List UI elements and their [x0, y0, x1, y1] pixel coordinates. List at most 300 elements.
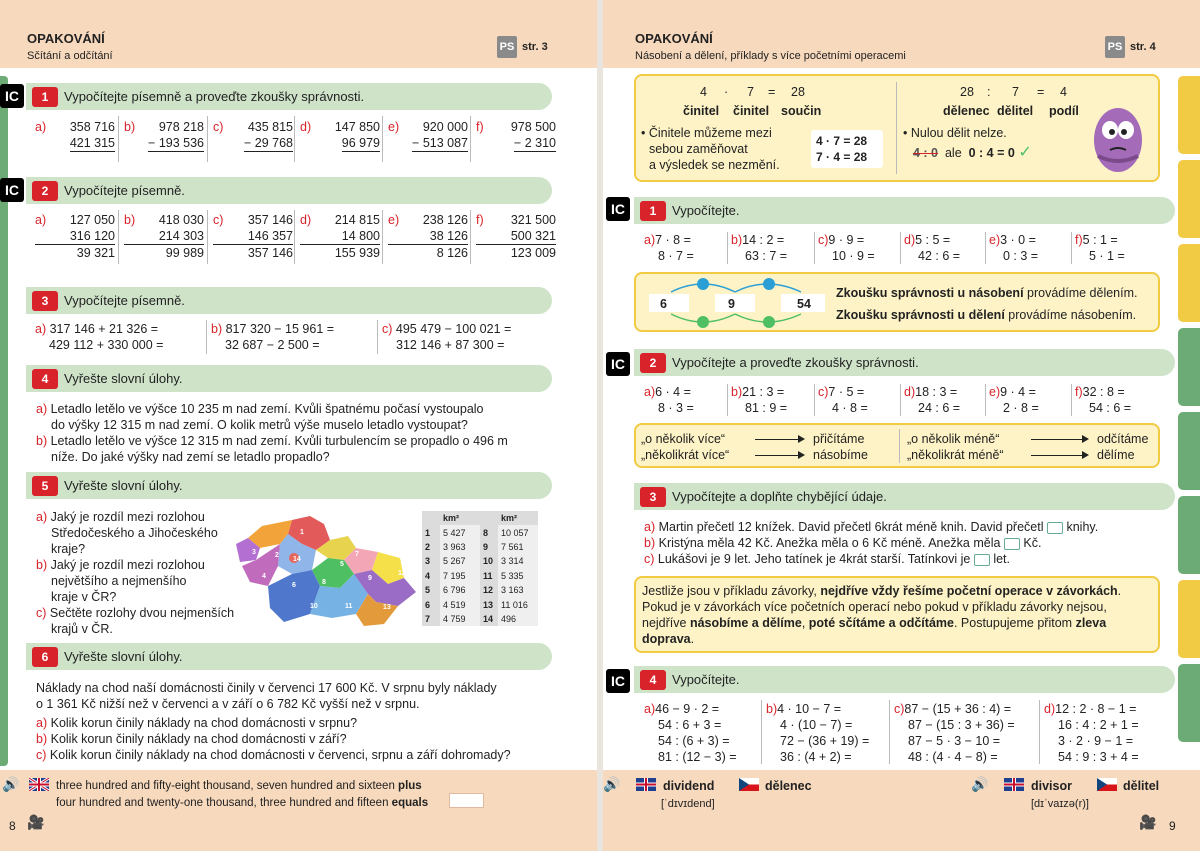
map-region-label: 12	[398, 570, 406, 577]
region-area: 4 519	[440, 597, 480, 611]
row: 214 815	[334, 213, 380, 227]
row: 99 989	[124, 244, 204, 261]
ex5-a2: Středočeského a Jihočeského	[51, 526, 218, 540]
letter: c)	[894, 702, 905, 716]
operand-a: 978 500	[510, 120, 556, 134]
side-tab	[1178, 412, 1200, 490]
text: Letadlo letělo ve výšce 12 315 m nad zemí. Kvůli turbulencím se propadlo o 496 m	[50, 434, 508, 448]
info-n1: • Nulou dělit nelze.	[903, 126, 1007, 140]
rex2-item	[989, 384, 1039, 416]
arrow-icon	[1031, 439, 1087, 440]
ex5-number: 5	[32, 476, 58, 496]
letter: b)	[731, 385, 743, 399]
text: přičítáme	[813, 432, 865, 446]
r-ex4-item	[766, 701, 869, 765]
text: nejdříve	[642, 616, 690, 630]
ex2-header	[26, 177, 552, 204]
text: three hundred and fifty-eight thousand, seven hundred and sixteen	[56, 780, 399, 792]
answer-box[interactable]	[1004, 538, 1020, 550]
map-region-label: 9	[368, 575, 372, 582]
row: 5 : 5 =	[915, 233, 951, 247]
divider	[382, 116, 383, 162]
letter: a)	[36, 716, 48, 730]
mult-term: 4	[700, 85, 707, 99]
region-number: 8	[480, 525, 498, 539]
map-region-label: 3	[252, 549, 256, 556]
cz-flag-icon	[1097, 778, 1117, 791]
region-area: 5 427	[440, 525, 480, 539]
row: 418 030	[158, 213, 204, 227]
letter: a)	[35, 120, 47, 134]
letter: f)	[476, 120, 484, 134]
km-table	[422, 511, 538, 626]
info-n2	[913, 145, 1032, 161]
table-row	[422, 597, 538, 611]
text: Kč.	[1023, 536, 1042, 550]
letter: e)	[388, 213, 400, 227]
row: 32 : 8 =	[1082, 385, 1125, 399]
text: „o několik méně“	[907, 432, 1000, 446]
row: 321 500	[510, 213, 556, 227]
text: „několikrát méně“	[907, 448, 1004, 462]
text: dělíme	[1097, 448, 1135, 462]
r-ex4-title: Vypočítejte.	[672, 672, 740, 687]
region-number: 13	[480, 597, 498, 611]
div-term: 7	[1012, 85, 1019, 99]
uk-flag-icon	[636, 778, 656, 791]
ex1-item	[476, 119, 556, 152]
row: 3 · 0 =	[1000, 233, 1036, 247]
ic-icon[interactable]: IC	[0, 84, 24, 108]
note-line1	[642, 583, 1121, 599]
region-area: 6 796	[440, 583, 480, 597]
ex6-title: Vyřešte slovní úlohy.	[64, 649, 183, 664]
letter: b)	[36, 558, 48, 572]
letter: b)	[766, 702, 778, 716]
text: násobíme	[813, 448, 868, 462]
row: 4 · 10 − 7 =	[777, 702, 842, 716]
ex2-item	[388, 212, 468, 261]
letter: b)	[124, 213, 136, 227]
table-header: km²	[422, 511, 480, 525]
mascot-egg-icon	[1090, 100, 1146, 174]
region-area: 3 963	[440, 540, 480, 554]
footer-line1	[56, 778, 422, 794]
answer-field[interactable]	[449, 793, 484, 808]
operand-b-line	[148, 135, 204, 152]
word-delitel: dělitel	[1123, 779, 1160, 793]
right-title: OPAKOVÁNÍ	[635, 31, 713, 46]
word-dividend: dividend	[663, 779, 715, 793]
letter: b)	[124, 120, 136, 134]
ex5-c	[36, 605, 234, 621]
rex1-item	[1075, 232, 1125, 264]
info-b1: • Činitele můžeme mezi	[641, 126, 772, 140]
rule-1	[641, 431, 864, 447]
ex4-number: 4	[32, 369, 58, 389]
div-term: 28	[960, 85, 974, 99]
operand-b: 193 536	[158, 136, 204, 150]
row: 316 120	[69, 229, 115, 243]
text: provádíme násobením.	[1004, 308, 1137, 322]
ex1-item	[300, 119, 380, 152]
operand-a: 358 716	[69, 120, 115, 134]
map-region-label: 13	[383, 604, 391, 611]
text: Jaký je rozdíl mezi rozlohou	[50, 510, 205, 524]
side-tab	[1178, 76, 1200, 154]
text: ale	[944, 146, 962, 160]
right-page-number: 9	[1169, 819, 1176, 833]
region-area: 7 561	[498, 540, 538, 554]
table-row	[422, 583, 538, 597]
rule-3	[907, 431, 1148, 447]
check-s1	[836, 285, 1138, 301]
text: Martin přečetl 12 knížek. David přečetl 6krát méně knih. David přečetl	[658, 520, 1044, 534]
ps-badge: PS	[1105, 36, 1125, 58]
region-number: 14	[480, 612, 498, 626]
row: 46 − 9 · 2 =	[655, 702, 720, 716]
text: Letadlo letělo ve výšce 10 235 m nad zemí. Kvůli špatnému počasí vystoupalo	[50, 402, 484, 416]
letter: e)	[989, 233, 1001, 247]
ic-icon[interactable]: IC	[606, 197, 630, 221]
ic-icon[interactable]: IC	[0, 178, 24, 202]
text: Zkoušku správnosti u násobení	[836, 286, 1024, 300]
table-row	[422, 525, 538, 539]
div-label: dělitel	[997, 104, 1034, 118]
text: Kolik korun činily náklady na chod domácnosti v září?	[50, 732, 347, 746]
ic-icon[interactable]: IC	[606, 669, 630, 693]
operand-a: 978 218	[158, 120, 204, 134]
mult-label: činitel	[733, 104, 770, 118]
mult-label: součin	[781, 104, 822, 118]
region-area: 5 335	[498, 569, 538, 583]
note-line2: Pokud je v závorkách více početních operací nebo pokud v příkladu závorky nejsou,	[642, 600, 1107, 614]
row: 7 · 8 =	[655, 233, 691, 247]
side-tab	[1178, 328, 1200, 406]
row: 72 − (36 + 19) =	[780, 734, 870, 748]
map-region-label: 1	[300, 529, 304, 536]
div-label: dělenec	[943, 104, 990, 118]
rex2-item	[1075, 384, 1131, 416]
letter: a)	[36, 510, 48, 524]
rex2-item	[818, 384, 868, 416]
ex6-b	[36, 731, 347, 747]
divider	[382, 210, 383, 264]
r-ex3-header	[634, 483, 1175, 510]
text: .	[690, 632, 695, 646]
left-title: OPAKOVÁNÍ	[27, 31, 105, 46]
r-ex1-header	[634, 197, 1175, 224]
ex1-item	[388, 119, 468, 152]
ex2-title: Vypočítejte písemně.	[64, 183, 185, 198]
divider	[470, 210, 471, 264]
ex6-a	[36, 715, 357, 731]
letter: d)	[300, 120, 312, 134]
row: 6 · 4 =	[655, 385, 691, 399]
commutative-example	[811, 130, 883, 168]
r-ex4-item	[1044, 701, 1139, 765]
row: 87 − (15 : 3 + 36) =	[908, 718, 1015, 732]
text: doprava	[642, 632, 691, 646]
letter: d)	[1044, 702, 1056, 716]
ex5-b2: největšího a nejmenšího	[51, 574, 187, 588]
r-ex4-number: 4	[640, 670, 666, 690]
region-number: 9	[480, 540, 498, 554]
row: 81 : 9 =	[745, 401, 788, 415]
row: 500 321	[510, 229, 556, 243]
row: 312 146 + 87 300 =	[396, 338, 505, 352]
row: 36 : (4 + 2) =	[780, 750, 852, 764]
side-tab	[1178, 580, 1200, 658]
letter: b)	[731, 233, 743, 247]
row: 8 · 7 =	[658, 249, 694, 263]
row: 87 − (15 + 36 : 4) =	[904, 702, 1012, 716]
row: 54 : 6 =	[1089, 401, 1132, 415]
letter: b)	[211, 322, 223, 336]
map-region-label: 4	[262, 573, 266, 580]
region-number: 6	[422, 597, 440, 611]
row: 0 : 3 =	[1003, 249, 1039, 263]
ex1-item	[35, 119, 115, 152]
row: 14 : 2 =	[742, 233, 785, 247]
letter: c)	[818, 233, 829, 247]
left-page	[0, 0, 597, 851]
divider	[1039, 700, 1040, 764]
row: 4 · (10 − 7) =	[780, 718, 853, 732]
region-area: 7 195	[440, 569, 480, 583]
rex1-item	[989, 232, 1038, 264]
ex6-p2: o 1 361 Kč nižší než v červenci a v září o 6 782 Kč vyšší než v srpnu.	[36, 697, 420, 711]
side-tab	[1178, 664, 1200, 742]
word-divisor: divisor	[1031, 779, 1072, 793]
operand-b: 421 315	[69, 136, 115, 150]
mult-term: 28	[791, 85, 805, 99]
note-line4	[642, 631, 694, 647]
map-region-label: 7	[355, 551, 359, 558]
row: 10 · 9 =	[832, 249, 875, 263]
ex6-c	[36, 747, 511, 763]
ex2-item	[35, 212, 115, 261]
left-page-number: 8	[9, 819, 16, 833]
info-b2: sebou zaměňovat	[649, 142, 748, 156]
operand-a: 147 850	[334, 120, 380, 134]
divider	[727, 232, 728, 264]
row: 12 : 2 · 8 − 1 =	[1055, 702, 1137, 716]
divider	[985, 384, 986, 416]
divider	[900, 232, 901, 264]
r-ex4-item	[644, 701, 737, 765]
row: 155 939	[300, 244, 380, 261]
text: nejdříve vždy řešíme početní operace v závorkách	[820, 584, 1118, 598]
letter: b)	[644, 536, 656, 550]
divider	[294, 116, 295, 162]
letter: d)	[904, 233, 916, 247]
speaker-icon[interactable]: 🔊	[971, 776, 989, 792]
letter: e)	[989, 385, 1001, 399]
text: poté sčítáme a odčítáme	[808, 616, 954, 630]
r-ex2-number: 2	[640, 353, 666, 373]
row: 9 · 9 =	[828, 233, 865, 247]
row: 357 146	[213, 244, 293, 261]
side-tab	[1178, 160, 1200, 238]
letter: a)	[644, 233, 656, 247]
divider	[377, 320, 378, 354]
row: 48 : (4 · 4 − 8) =	[908, 750, 998, 764]
region-area: 5 267	[440, 554, 480, 568]
text: „několikrát více“	[641, 448, 730, 462]
text: násobíme a dělíme	[689, 616, 802, 630]
divider	[889, 700, 890, 764]
div-term: =	[1037, 85, 1045, 99]
rex2-item	[904, 384, 960, 416]
ex4-b-line1	[36, 433, 508, 449]
region-number: 2	[422, 540, 440, 554]
divider	[118, 210, 119, 264]
text: zleva	[1075, 616, 1107, 630]
region-number: 10	[480, 554, 498, 568]
letter: a)	[644, 520, 656, 534]
operator: −	[412, 136, 420, 150]
letter: b)	[36, 434, 48, 448]
ex5-a	[36, 509, 205, 525]
operand-b-line	[70, 135, 115, 152]
video-camera-icon[interactable]: 🎥	[27, 814, 45, 830]
mult-term: =	[768, 85, 776, 99]
pron-dividend: [ˈdɪvɪdend]	[661, 798, 715, 810]
div-label: podíl	[1049, 104, 1079, 118]
right-subtitle: Násobení a dělení, příklady s více početními operacemi	[635, 50, 906, 62]
row: 357 146	[247, 213, 293, 227]
letter: c)	[213, 120, 224, 134]
speaker-icon[interactable]: 🔊	[2, 776, 20, 792]
footer-line2	[56, 795, 428, 811]
divider	[470, 116, 471, 162]
row: 238 126	[422, 213, 468, 227]
operand-b: 29 768	[254, 136, 293, 150]
speaker-icon[interactable]: 🔊	[603, 776, 621, 792]
region-number: 3	[422, 554, 440, 568]
text: odčítáme	[1097, 432, 1149, 446]
plus-word: plus	[398, 780, 422, 792]
ex4-a-line1	[36, 401, 484, 417]
letter: a)	[36, 402, 48, 416]
letter: a)	[644, 702, 656, 716]
row: 8 · 3 =	[658, 401, 694, 415]
letter: c)	[382, 322, 393, 336]
ps-badge: PS	[497, 36, 517, 58]
row: 18 : 3 =	[915, 385, 958, 399]
row: 54 : (6 + 3) =	[658, 734, 730, 748]
divider	[900, 384, 901, 416]
row: 127 050	[69, 213, 115, 227]
rex1-item	[904, 232, 960, 264]
ex2-item	[300, 212, 380, 261]
rex1-item	[644, 232, 694, 264]
table-row	[422, 612, 538, 626]
divider	[896, 82, 897, 174]
text: Kristýna měla 42 Kč. Anežka měla o 6 Kč méně. Anežka měla	[658, 536, 1001, 550]
letter: c)	[644, 552, 655, 566]
r-ex3-title: Vypočítejte a doplňte chybějící údaje.	[672, 489, 887, 504]
ex2-number: 2	[32, 181, 58, 201]
letter: d)	[300, 213, 312, 227]
ic-icon[interactable]: IC	[606, 352, 630, 376]
zero-div: 0 : 4 = 0	[968, 146, 1015, 160]
divider	[206, 320, 207, 354]
map-region-label: 2	[275, 552, 279, 559]
mult-term: 7	[747, 85, 754, 99]
letter: b)	[36, 732, 48, 746]
letter: c)	[36, 606, 47, 620]
check-s2	[836, 307, 1136, 323]
letter: f)	[476, 213, 484, 227]
rule-2	[641, 447, 868, 463]
ex5-b3: kraje v ČR?	[51, 590, 117, 604]
ex2-item	[476, 212, 556, 261]
right-page	[603, 0, 1200, 851]
row: 16 : 4 : 2 + 1 =	[1058, 718, 1139, 732]
divider	[1071, 232, 1072, 264]
mult-label: činitel	[683, 104, 720, 118]
right-page-ref: str. 4	[1130, 41, 1156, 53]
ex5-title: Vyřešte slovní úlohy.	[64, 478, 183, 493]
region-area: 496	[498, 612, 538, 626]
row: 3 · 2 · 9 − 1 =	[1058, 734, 1134, 748]
row: 317 146 + 21 326 =	[49, 322, 159, 336]
video-camera-icon[interactable]: 🎥	[1139, 814, 1157, 830]
row: 123 009	[476, 244, 556, 261]
ex4-a-line2: do výšky 12 315 m nad zemí. O kolik metrů výše muselo letadlo vystoupat?	[51, 418, 468, 432]
ex2-item	[213, 212, 293, 261]
region-number: 11	[480, 569, 498, 583]
divider	[814, 384, 815, 416]
letter: c)	[36, 748, 47, 762]
ex4-header	[26, 365, 552, 392]
divider	[294, 210, 295, 264]
row: 817 320 − 15 961 =	[225, 322, 335, 336]
ex6-p1: Náklady na chod naší domácnosti činily v červenci 17 600 Kč. V srpnu byly náklady	[36, 681, 497, 695]
text: Lukášovi je 9 let. Jeho tatínek je 4krát starší. Tatínkovi je	[657, 552, 971, 566]
r-ex2-title: Vypočítejte a proveďte zkoušky správnosti.	[672, 355, 919, 370]
ex1-number: 1	[32, 87, 58, 107]
row: 2 · 8 =	[1003, 401, 1039, 415]
table-header: km²	[480, 511, 538, 525]
row: 429 112 + 330 000 =	[49, 338, 164, 352]
text: Jaký je rozdíl mezi rozlohou	[50, 558, 205, 572]
czech-regions-map	[232, 514, 418, 632]
letter: a)	[644, 385, 656, 399]
row: 14 800	[341, 229, 380, 243]
r-ex4-item	[894, 701, 1015, 765]
text: .	[1117, 584, 1122, 598]
text: Kolik korun činily náklady na chod domácnosti v červenci, srpnu a září dohromady?	[49, 748, 511, 762]
ex1-title: Vypočítejte písemně a proveďte zkoušky správnosti.	[64, 89, 365, 104]
ex3-item	[35, 321, 163, 353]
pron-divisor: [dɪˈvaɪzə(r)]	[1031, 798, 1089, 810]
operand-b: 96 979	[341, 136, 380, 150]
answer-box[interactable]	[1047, 522, 1063, 534]
operator: −	[243, 136, 252, 150]
row: 81 : (12 − 3) =	[658, 750, 737, 764]
operator: −	[148, 136, 156, 150]
operand-b-line	[412, 135, 468, 152]
rex2-item	[731, 384, 787, 416]
ex3-item	[211, 321, 334, 353]
ex3-header	[26, 287, 552, 314]
divider	[207, 116, 208, 162]
answer-box[interactable]	[974, 554, 990, 566]
region-area: 4 759	[440, 612, 480, 626]
